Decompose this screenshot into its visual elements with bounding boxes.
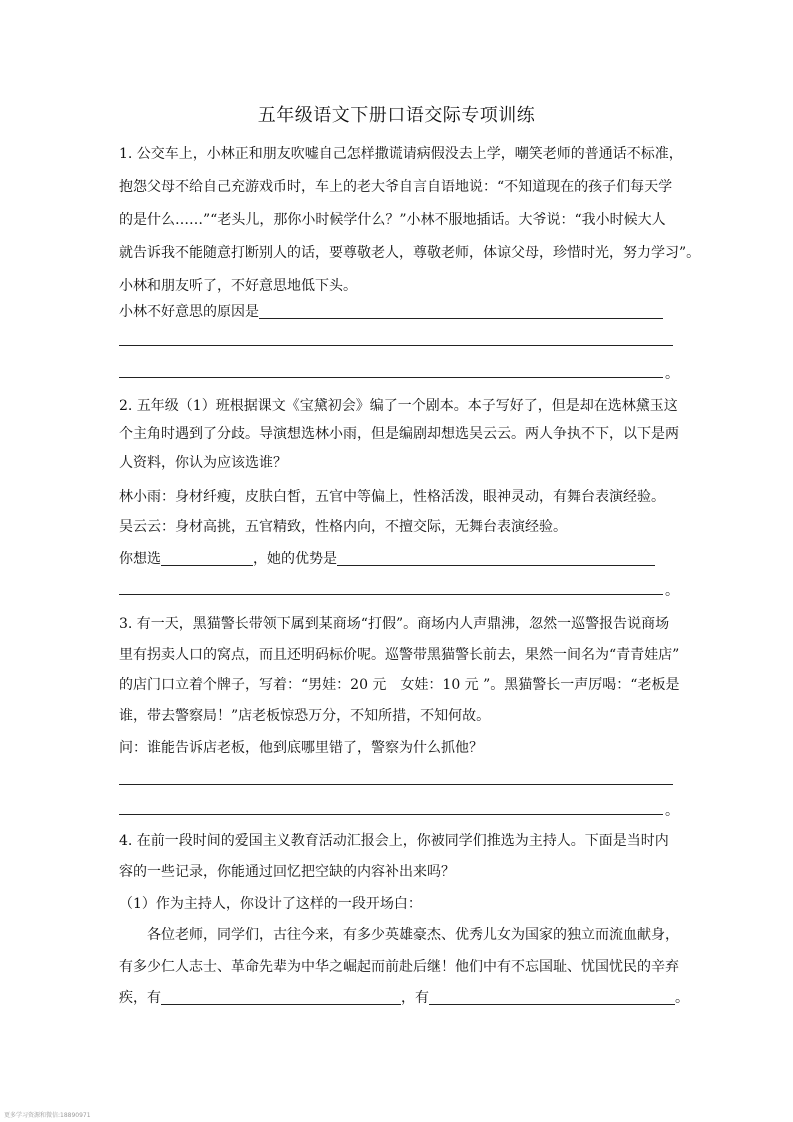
q3-question: 问：谁能告诉店老板，他到底哪里错了，警察为什么抓他？ xyxy=(119,740,483,756)
q4-fill-b: ，有 xyxy=(401,990,429,1006)
q4-subquestion-1: （1）作为主持人，你设计了这样的一段开场白： xyxy=(119,896,422,912)
q3-line-1: 3. 有一天，黑猫警长带领下属到某商场“打假”。商场内人声鼎沸，忽然一巡警报告说商场 xyxy=(119,616,670,632)
watermark-text: 更多学习资源和微信:18890971 xyxy=(4,1112,91,1119)
q4-fill-a: 疾，有 xyxy=(119,990,161,1006)
q2-profile-wu: 吴云云：身材高挑，五官精致，性格内向，不擅交际，无舞台表演经验。 xyxy=(119,519,567,535)
q4-blank-2[interactable] xyxy=(429,989,675,1005)
q3-line-3: 的店门口立着个牌子，写着：“男娃：20 元 女娃：10 元 ”。黑猫警长一声厉喝：“老板是 xyxy=(119,677,680,693)
q2-prompt-a: 你想选 xyxy=(119,551,161,567)
q1-prompt-row xyxy=(119,302,679,322)
q2-prompt-row xyxy=(119,549,679,569)
q2-line-3: 人资料，你认为应该选谁？ xyxy=(119,455,287,471)
q1-line-4: 就告诉我不能随意打断别人的话，要尊敬老人，尊敬老师，体谅父母，珍惜时光，努力学习”。 xyxy=(119,245,701,261)
q4-line-2: 容的一些记录，你能通过回忆把空缺的内容补出来吗？ xyxy=(119,864,455,880)
q1-end-mark: 。 xyxy=(665,366,679,382)
q4-line-1: 4. 在前一段时间的爱国主义教育活动汇报会上，你被同学们推选为主持人。下面是当时内 xyxy=(119,833,669,849)
q1-line-5: 小林和朋友听了，不好意思地低下头。 xyxy=(119,278,357,294)
page-title: 五年级语文下册口语交际专项训练 xyxy=(257,105,536,126)
q1-answer-line-3[interactable] xyxy=(119,377,663,378)
q3-line-2: 里有拐卖人口的窝点，而且还明码标价呢。巡警带黑猫警长前去，果然一间名为“青青娃店” xyxy=(119,647,680,663)
q4-opening-line-1: 各位老师，同学们，古往今来，有多少英雄豪杰、优秀儿女为国家的独立而流血献身， xyxy=(119,927,679,943)
q1-line-3: 的是什么……”“老头儿，那你小时候学什么？”小林不服地插话。大爷说：“我小时候大人 xyxy=(119,212,666,228)
q2-choice-blank[interactable] xyxy=(161,550,253,566)
q2-answer-line-2[interactable] xyxy=(119,594,663,595)
q3-answer-line-2[interactable] xyxy=(119,814,663,815)
q2-profile-lin: 林小雨：身材纤瘦，皮肤白皙，五官中等偏上，性格活泼，眼神灵动，有舞台表演经验。 xyxy=(119,489,665,505)
q2-advantage-blank[interactable] xyxy=(337,550,655,566)
q2-end-mark: 。 xyxy=(665,583,679,599)
q4-blank-1[interactable] xyxy=(161,989,401,1005)
q4-opening-line-2: 有多少仁人志士、革命先辈为中华之崛起而前赴后继！他们中有不忘国耻、忧国忧民的辛弃 xyxy=(119,959,679,975)
q1-line-1: 1. 公交车上，小林正和朋友吹嘘自己怎样撒谎请病假没去上学，嘲笑老师的普通话不标准， xyxy=(119,146,683,162)
q2-prompt-b: ，她的优势是 xyxy=(253,551,337,567)
q3-end-mark: 。 xyxy=(665,803,679,819)
q4-fill-row xyxy=(119,988,689,1008)
q1-line-2: 抱怨父母不给自己充游戏币时，车上的老大爷自言自语地说：“不知道现在的孩子们每天学 xyxy=(119,179,673,195)
q2-line-1: 2. 五年级（1）班根据课文《宝黛初会》编了一个剧本。本子写好了，但是却在选林黛玉这 xyxy=(119,398,678,414)
q2-line-2: 个主角时遇到了分歧。导演想选林小雨，但是编剧却想选吴云云。两人争执不下，以下是两 xyxy=(119,426,679,442)
q1-prompt: 小林不好意思的原因是 xyxy=(119,304,259,320)
q3-answer-line-1[interactable] xyxy=(119,784,673,785)
q3-line-4: 谁，带去警察局！”店老板惊恐万分，不知所措，不知何故。 xyxy=(119,708,491,724)
q4-end-mark: 。 xyxy=(675,990,689,1006)
q1-answer-blank[interactable] xyxy=(259,303,663,319)
q1-answer-line-2[interactable] xyxy=(119,345,673,346)
